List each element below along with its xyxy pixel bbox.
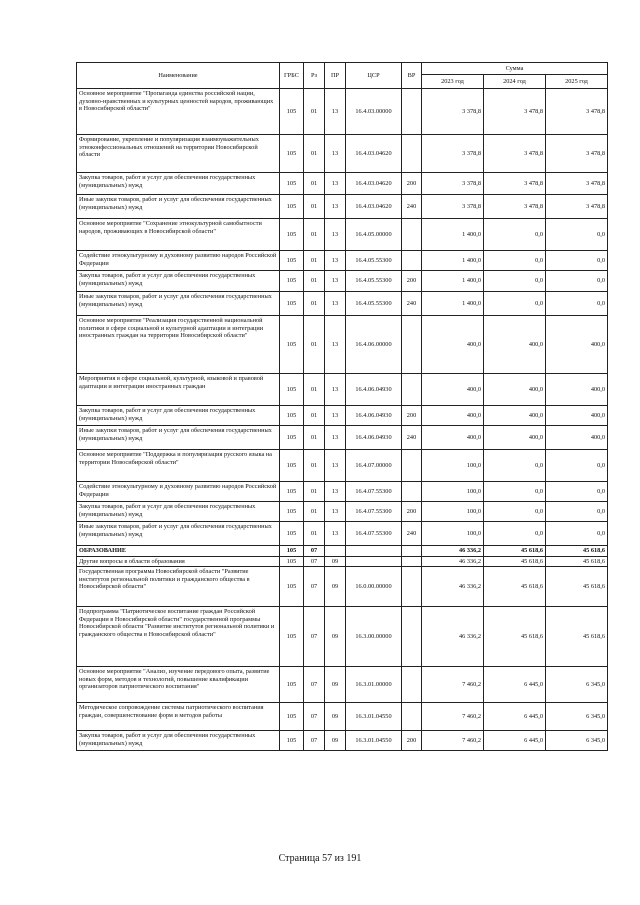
cell-amount-2025: 400,0: [546, 406, 608, 426]
cell-name: Основное мероприятие "Пропаганда единства российской нации, духовно-нравственных и культурных ценностей народов, проживающих в Новосибирской области": [77, 89, 280, 135]
cell-rz: 07: [304, 667, 325, 703]
header-grbs: ГРБС: [280, 63, 304, 89]
cell-amount-2025: 3 478,8: [546, 89, 608, 135]
cell-name: Закупка товаров, работ и услуг для обеспечения государственных (муниципальных) нужд: [77, 271, 280, 292]
cell-grbs: 105: [280, 522, 304, 546]
cell-grbs: 105: [280, 374, 304, 406]
cell-grbs: 105: [280, 482, 304, 502]
cell-vr: [402, 567, 422, 607]
cell-name: Иные закупки товаров, работ и услуг для обеспечения государственных (муниципальных) нужд: [77, 426, 280, 450]
cell-name: Мероприятия в сфере социальной, культурной, языковой и правовой адаптации и интеграции иностранных граждан: [77, 374, 280, 406]
table-row: [77, 502, 608, 522]
cell-csr: 16.4.03.04620: [346, 195, 402, 219]
cell-grbs: 105: [280, 251, 304, 271]
cell-amount-2024: 0,0: [484, 522, 546, 546]
cell-vr: [402, 607, 422, 667]
cell-grbs: 105: [280, 292, 304, 316]
table-row: [77, 89, 608, 135]
cell-pr: 13: [325, 292, 346, 316]
cell-vr: 200: [402, 406, 422, 426]
cell-vr: [402, 450, 422, 482]
table-row: [77, 292, 608, 316]
header-csr: ЦСР: [346, 63, 402, 89]
cell-csr: 16.3.01.04550: [346, 703, 402, 731]
cell-grbs: 105: [280, 607, 304, 667]
cell-pr: 13: [325, 195, 346, 219]
cell-grbs: 105: [280, 89, 304, 135]
cell-amount-2024: 3 478,8: [484, 89, 546, 135]
cell-rz: 01: [304, 450, 325, 482]
cell-vr: [402, 316, 422, 374]
table-row: [77, 406, 608, 426]
cell-name: Государственная программа Новосибирской области "Развитие институтов региональной политики и гражданского общества в Новосибирской области": [77, 567, 280, 607]
cell-csr: 16.4.05.55300: [346, 292, 402, 316]
cell-amount-2024: 45 618,6: [484, 567, 546, 607]
cell-csr: 16.4.06.04930: [346, 426, 402, 450]
cell-vr: [402, 667, 422, 703]
header-name: Наименование: [77, 63, 280, 89]
cell-amount-2024: 0,0: [484, 219, 546, 251]
cell-amount-2023: 46 336,2: [422, 546, 484, 557]
cell-amount-2023: 3 378,8: [422, 195, 484, 219]
cell-vr: 240: [402, 195, 422, 219]
cell-amount-2025: 3 478,8: [546, 195, 608, 219]
cell-rz: 01: [304, 374, 325, 406]
cell-pr: 09: [325, 557, 346, 567]
cell-name: Основное мероприятие "Сохранение этнокультурной самобытности народов, проживающих в Новосибирской области": [77, 219, 280, 251]
cell-pr: 13: [325, 482, 346, 502]
cell-amount-2024: 45 618,6: [484, 607, 546, 667]
cell-vr: [402, 557, 422, 567]
cell-grbs: 105: [280, 703, 304, 731]
table-row: [77, 173, 608, 195]
cell-amount-2025: 0,0: [546, 502, 608, 522]
cell-name: Закупка товаров, работ и услуг для обеспечения государственных (муниципальных) нужд: [77, 502, 280, 522]
budget-table: [76, 62, 608, 751]
cell-amount-2024: 0,0: [484, 292, 546, 316]
cell-grbs: 105: [280, 731, 304, 751]
cell-grbs: 105: [280, 426, 304, 450]
cell-amount-2024: 400,0: [484, 316, 546, 374]
cell-amount-2023: 46 336,2: [422, 607, 484, 667]
table-row: [77, 450, 608, 482]
table-row: [77, 219, 608, 251]
cell-vr: 240: [402, 522, 422, 546]
cell-pr: 09: [325, 567, 346, 607]
cell-rz: 01: [304, 251, 325, 271]
cell-name: Закупка товаров, работ и услуг для обеспечения государственных (муниципальных) нужд: [77, 406, 280, 426]
cell-amount-2025: 3 478,8: [546, 135, 608, 173]
cell-rz: 07: [304, 703, 325, 731]
cell-pr: 13: [325, 406, 346, 426]
cell-amount-2025: 0,0: [546, 522, 608, 546]
cell-grbs: 105: [280, 219, 304, 251]
cell-rz: 01: [304, 426, 325, 450]
cell-name: Иные закупки товаров, работ и услуг для обеспечения государственных (муниципальных) нужд: [77, 292, 280, 316]
cell-amount-2025: 45 618,6: [546, 557, 608, 567]
cell-grbs: 105: [280, 557, 304, 567]
cell-grbs: 105: [280, 667, 304, 703]
cell-pr: 13: [325, 89, 346, 135]
cell-grbs: 105: [280, 546, 304, 557]
cell-name: Содействие этнокультурному и духовному развитию народов Российской Федерации: [77, 251, 280, 271]
cell-amount-2024: 400,0: [484, 374, 546, 406]
cell-amount-2024: 0,0: [484, 271, 546, 292]
cell-vr: [402, 135, 422, 173]
cell-amount-2023: 46 336,2: [422, 557, 484, 567]
cell-csr: 16.4.03.00000: [346, 89, 402, 135]
header-vr: ВР: [402, 63, 422, 89]
cell-amount-2024: 45 618,6: [484, 557, 546, 567]
cell-rz: 07: [304, 546, 325, 557]
cell-pr: 13: [325, 374, 346, 406]
cell-csr: 16.4.07.55300: [346, 522, 402, 546]
cell-rz: 01: [304, 292, 325, 316]
cell-pr: 13: [325, 426, 346, 450]
cell-name: ОБРАЗОВАНИЕ: [77, 546, 280, 557]
cell-amount-2025: 6 345,0: [546, 731, 608, 751]
cell-amount-2023: 7 460,2: [422, 667, 484, 703]
cell-pr: 13: [325, 251, 346, 271]
cell-rz: 01: [304, 89, 325, 135]
cell-amount-2024: 0,0: [484, 502, 546, 522]
cell-rz: 01: [304, 195, 325, 219]
cell-amount-2023: 400,0: [422, 316, 484, 374]
cell-amount-2024: 3 478,8: [484, 195, 546, 219]
cell-vr: 240: [402, 426, 422, 450]
cell-amount-2023: 46 336,2: [422, 567, 484, 607]
table-body: [77, 89, 608, 751]
table-row: [77, 667, 608, 703]
table-header: [77, 63, 608, 89]
cell-amount-2025: 0,0: [546, 219, 608, 251]
cell-rz: 07: [304, 731, 325, 751]
cell-grbs: 105: [280, 316, 304, 374]
table-row: [77, 567, 608, 607]
cell-csr: 16.4.07.55300: [346, 482, 402, 502]
cell-rz: 07: [304, 567, 325, 607]
cell-pr: 13: [325, 502, 346, 522]
cell-pr: 09: [325, 703, 346, 731]
cell-amount-2025: 0,0: [546, 482, 608, 502]
cell-amount-2023: 100,0: [422, 502, 484, 522]
cell-rz: 01: [304, 522, 325, 546]
cell-amount-2025: 0,0: [546, 292, 608, 316]
cell-vr: [402, 482, 422, 502]
cell-name: Закупка товаров, работ и услуг для обеспечения государственных (муниципальных) нужд: [77, 173, 280, 195]
cell-rz: 01: [304, 316, 325, 374]
cell-name: Иные закупки товаров, работ и услуг для обеспечения государственных (муниципальных) нужд: [77, 195, 280, 219]
cell-csr: 16.4.05.55300: [346, 271, 402, 292]
page-number: Страница 57 из 191: [278, 853, 362, 864]
cell-csr: 16.4.03.04620: [346, 173, 402, 195]
cell-amount-2025: 0,0: [546, 450, 608, 482]
cell-name: Формирование, укрепление и популяризация взаимоуважительных этноконфессиональных отношений на территории Новосибирской области: [77, 135, 280, 173]
cell-amount-2025: 45 618,6: [546, 567, 608, 607]
cell-amount-2023: 100,0: [422, 482, 484, 502]
cell-grbs: 105: [280, 173, 304, 195]
cell-csr: 16.4.07.00000: [346, 450, 402, 482]
cell-amount-2023: 1 400,0: [422, 292, 484, 316]
cell-vr: [402, 703, 422, 731]
table-row: [77, 271, 608, 292]
cell-amount-2023: 3 378,8: [422, 135, 484, 173]
cell-pr: 13: [325, 450, 346, 482]
cell-vr: 200: [402, 731, 422, 751]
cell-name: Содействие этнокультурному и духовному развитию народов Российской Федерации: [77, 482, 280, 502]
cell-vr: 240: [402, 292, 422, 316]
cell-amount-2024: 3 478,8: [484, 173, 546, 195]
table-row: [77, 135, 608, 173]
cell-name: Другие вопросы в области образования: [77, 557, 280, 567]
cell-amount-2024: 6 445,0: [484, 703, 546, 731]
cell-rz: 07: [304, 557, 325, 567]
cell-amount-2023: 7 460,2: [422, 703, 484, 731]
cell-amount-2024: 0,0: [484, 450, 546, 482]
cell-amount-2023: 400,0: [422, 406, 484, 426]
cell-amount-2025: 0,0: [546, 271, 608, 292]
cell-vr: [402, 219, 422, 251]
cell-amount-2024: 0,0: [484, 482, 546, 502]
cell-rz: 01: [304, 406, 325, 426]
cell-pr: 13: [325, 135, 346, 173]
table-row: [77, 482, 608, 502]
cell-amount-2023: 100,0: [422, 522, 484, 546]
table-row: [77, 607, 608, 667]
header-year-2025: 2025 год: [546, 75, 608, 89]
cell-csr: 16.4.06.04930: [346, 374, 402, 406]
cell-amount-2025: 6 345,0: [546, 703, 608, 731]
cell-rz: 01: [304, 173, 325, 195]
cell-amount-2024: 400,0: [484, 406, 546, 426]
cell-vr: [402, 546, 422, 557]
cell-amount-2025: 45 618,6: [546, 607, 608, 667]
cell-amount-2023: 1 400,0: [422, 251, 484, 271]
cell-amount-2023: 3 378,8: [422, 173, 484, 195]
cell-csr: 16.3.01.04550: [346, 731, 402, 751]
cell-pr: 13: [325, 316, 346, 374]
cell-amount-2023: 7 460,2: [422, 731, 484, 751]
table-row: [77, 426, 608, 450]
header-sum: Сумма: [422, 63, 608, 75]
header-rz: Рз: [304, 63, 325, 89]
cell-name: Основное мероприятие "Поддержка и популяризация русского языка на территории Новосибирской области": [77, 450, 280, 482]
cell-amount-2023: 1 400,0: [422, 219, 484, 251]
cell-name: Основное мероприятие "Реализация государственной национальной политики в сфере социальной и культурной адаптации и интеграции иностранных граждан на территории Новосибирской области": [77, 316, 280, 374]
cell-csr: 16.4.07.55300: [346, 502, 402, 522]
cell-rz: 01: [304, 219, 325, 251]
cell-vr: 200: [402, 173, 422, 195]
cell-grbs: 105: [280, 567, 304, 607]
cell-name: Иные закупки товаров, работ и услуг для обеспечения государственных (муниципальных) нужд: [77, 522, 280, 546]
cell-pr: 13: [325, 219, 346, 251]
cell-pr: 13: [325, 173, 346, 195]
cell-amount-2023: 400,0: [422, 426, 484, 450]
cell-amount-2023: 3 378,8: [422, 89, 484, 135]
cell-csr: [346, 546, 402, 557]
cell-pr: 13: [325, 271, 346, 292]
cell-amount-2023: 1 400,0: [422, 271, 484, 292]
cell-vr: 200: [402, 271, 422, 292]
cell-csr: 16.4.06.00000: [346, 316, 402, 374]
cell-name: Закупка товаров, работ и услуг для обеспечения государственных (муниципальных) нужд: [77, 731, 280, 751]
table-row: [77, 557, 608, 567]
cell-csr: 16.4.05.55300: [346, 251, 402, 271]
cell-amount-2025: 400,0: [546, 374, 608, 406]
cell-csr: 16.4.03.04620: [346, 135, 402, 173]
cell-amount-2025: 45 618,6: [546, 546, 608, 557]
cell-amount-2025: 6 345,0: [546, 667, 608, 703]
cell-grbs: 105: [280, 135, 304, 173]
cell-pr: [325, 546, 346, 557]
cell-amount-2023: 100,0: [422, 450, 484, 482]
cell-name: Основное мероприятие "Анализ, изучение передового опыта, развитие новых форм, методов и технологий, повышение квалификации организаторов патриотического воспитания": [77, 667, 280, 703]
cell-name: Методическое сопровождение системы патриотического воспитания граждан, совершенствование форм и методов работы: [77, 703, 280, 731]
cell-name: Подпрограмма "Патриотическое воспитание граждан Российской Федерации в Новосибирской области" государственной программы Новосибирской области "Развитие институтов региональной политики и гражданского общества в Новосибирской области": [77, 607, 280, 667]
cell-amount-2024: 45 618,6: [484, 546, 546, 557]
cell-csr: [346, 557, 402, 567]
cell-grbs: 105: [280, 195, 304, 219]
table-row: [77, 522, 608, 546]
cell-vr: [402, 89, 422, 135]
cell-csr: 16.3.01.00000: [346, 667, 402, 703]
cell-rz: 01: [304, 271, 325, 292]
budget-table-sheet: [76, 62, 607, 751]
cell-rz: 01: [304, 135, 325, 173]
cell-csr: 16.3.00.00000: [346, 607, 402, 667]
cell-amount-2024: 6 445,0: [484, 731, 546, 751]
header-year-2023: 2023 год: [422, 75, 484, 89]
cell-pr: 09: [325, 607, 346, 667]
cell-csr: 16.4.05.00000: [346, 219, 402, 251]
cell-vr: [402, 251, 422, 271]
cell-pr: 13: [325, 522, 346, 546]
cell-rz: 01: [304, 482, 325, 502]
table-row: [77, 251, 608, 271]
header-year-2024: 2024 год: [484, 75, 546, 89]
cell-grbs: 105: [280, 502, 304, 522]
cell-amount-2025: 0,0: [546, 251, 608, 271]
cell-amount-2024: 400,0: [484, 426, 546, 450]
table-row: [77, 316, 608, 374]
cell-csr: 16.4.06.04930: [346, 406, 402, 426]
table-row: [77, 703, 608, 731]
cell-rz: 01: [304, 502, 325, 522]
cell-grbs: 105: [280, 450, 304, 482]
cell-amount-2023: 400,0: [422, 374, 484, 406]
cell-amount-2025: 400,0: [546, 316, 608, 374]
cell-rz: 07: [304, 607, 325, 667]
cell-amount-2024: 6 445,0: [484, 667, 546, 703]
cell-pr: 09: [325, 667, 346, 703]
table-row: [77, 374, 608, 406]
cell-grbs: 105: [280, 406, 304, 426]
cell-grbs: 105: [280, 271, 304, 292]
header-pr: ПР: [325, 63, 346, 89]
cell-amount-2024: 3 478,8: [484, 135, 546, 173]
cell-amount-2025: 3 478,8: [546, 173, 608, 195]
cell-vr: [402, 374, 422, 406]
table-row: [77, 546, 608, 557]
cell-amount-2024: 0,0: [484, 251, 546, 271]
cell-csr: 16.0.00.00000: [346, 567, 402, 607]
cell-pr: 09: [325, 731, 346, 751]
cell-vr: 200: [402, 502, 422, 522]
table-row: [77, 195, 608, 219]
table-row: [77, 731, 608, 751]
cell-amount-2025: 400,0: [546, 426, 608, 450]
